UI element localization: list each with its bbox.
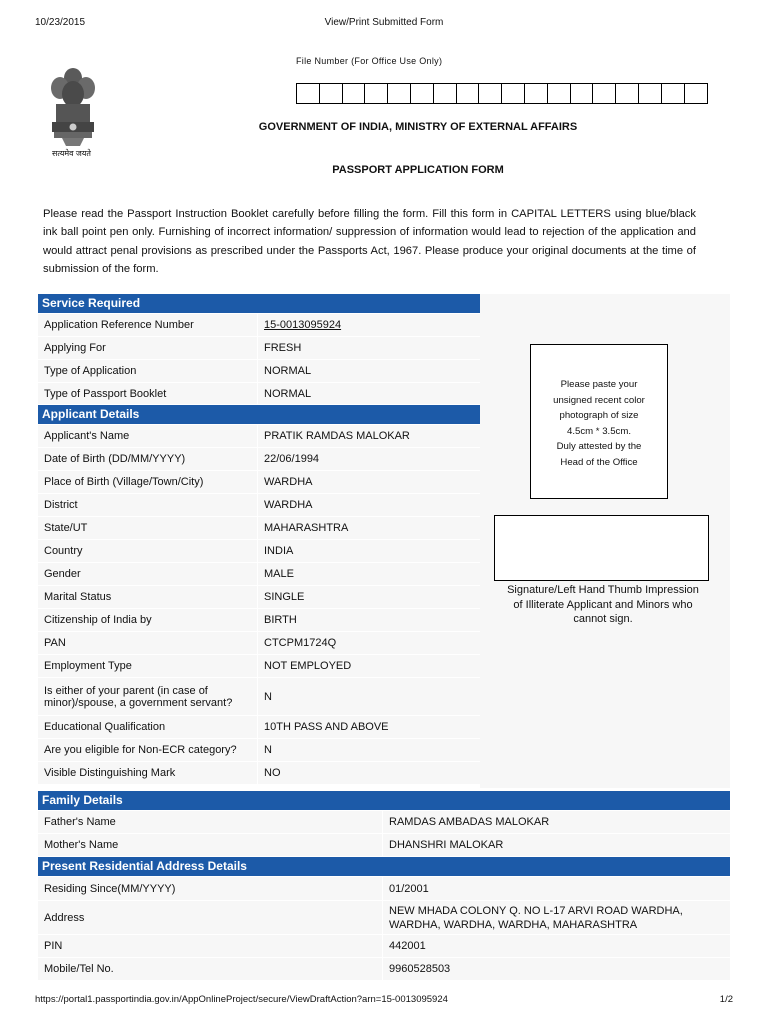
table-row (38, 586, 480, 609)
file-number-box (411, 84, 434, 103)
field-label: PAN (38, 632, 258, 654)
photo-signature-panel (480, 294, 730, 788)
file-number-box (548, 84, 571, 103)
table-row (38, 337, 480, 360)
table-row (38, 762, 480, 785)
field-label: PIN (38, 935, 383, 957)
application-reference-number: 15-0013095924 (264, 319, 342, 331)
file-number-box (662, 84, 685, 103)
field-value: NORMAL (264, 365, 312, 377)
field-value: NOT EMPLOYED (264, 660, 352, 672)
photo-box (530, 344, 668, 499)
field-label: Gender (38, 563, 258, 585)
table-row (38, 540, 480, 563)
table-row (38, 517, 480, 540)
field-value: NORMAL (264, 387, 312, 400)
file-number-box (616, 84, 639, 103)
page-number: 1/2 (719, 994, 733, 1005)
photo-instruction-line: 4.5cm * 3.5cm. (567, 425, 631, 437)
field-value: MAHARASHTRA (264, 522, 349, 534)
field-label: Applicant's Name (38, 425, 258, 447)
table-row (38, 678, 480, 716)
table-row (38, 935, 730, 958)
field-value: N (264, 690, 272, 703)
page-url: https://portal1.passportindia.gov.in/AppOnlineProject/secure/ViewDraftAction?arn=15-0013095924 (35, 994, 448, 1005)
field-label: Residing Since(MM/YYYY) (38, 877, 383, 900)
table-row (38, 716, 480, 739)
field-label: Mother's Name (38, 834, 383, 856)
field-value: MALE (264, 568, 294, 580)
field-label: Citizenship of India by (38, 609, 258, 631)
emblem-motto: सत्यमेव जयते (52, 149, 91, 158)
table-row (38, 314, 480, 337)
photo-instruction-line: Head of the Office (560, 456, 638, 468)
file-number-box (639, 84, 662, 103)
table-row (38, 448, 480, 471)
signature-box (494, 515, 709, 581)
table-row (38, 360, 480, 383)
field-value: PRATIK RAMDAS MALOKAR (264, 430, 410, 442)
family-address-panel (38, 791, 730, 981)
table-row (38, 901, 730, 935)
print-date: 10/23/2015 (35, 17, 86, 28)
table-row (38, 563, 480, 586)
service-applicant-panel (38, 294, 480, 785)
field-value: NO (264, 767, 281, 779)
national-emblem-icon (42, 64, 104, 160)
signature-caption-line: Signature/Left Hand Thumb Impression (507, 584, 699, 596)
field-label: Date of Birth (DD/MM/YYYY) (38, 448, 258, 470)
field-value: N (264, 744, 272, 756)
photo-instruction-line: Duly attested by the (556, 441, 642, 453)
field-value: 9960528503 (389, 963, 451, 975)
field-label: Is either of your parent (in case of minor)/spouse, a government servant? (38, 678, 258, 715)
field-value: WARDHA (264, 476, 313, 488)
field-value: WARDHA (264, 499, 313, 511)
signature-caption-line: of Illiterate Applicant and Minors who (513, 598, 693, 611)
table-row (38, 834, 730, 857)
table-row (38, 494, 480, 517)
photo-instruction-line: photograph of size (559, 410, 639, 422)
file-number-box (571, 84, 594, 103)
file-number-boxes (296, 83, 708, 104)
file-number-box (320, 84, 343, 103)
field-label: Address (38, 901, 383, 934)
photo-instruction-line: unsigned recent color (553, 394, 645, 406)
ministry-heading: GOVERNMENT OF INDIA, MINISTRY OF EXTERNAL AFFAIRS (258, 121, 578, 133)
file-number-box (365, 84, 388, 103)
print-title: View/Print Submitted Form (324, 17, 444, 28)
field-value: NEW MHADA COLONY Q. NO L-17 ARVI ROAD WARDHA, WARDHA, WARDHA, WARDHA, MAHARASHTRA (389, 904, 683, 931)
section-heading-family: Family Details (38, 791, 730, 811)
field-label: Applying For (38, 337, 258, 359)
table-row (38, 471, 480, 494)
file-number-box (593, 84, 616, 103)
field-label: Visible Distinguishing Mark (38, 762, 258, 784)
field-label: Employment Type (38, 655, 258, 677)
field-label: District (38, 494, 258, 516)
table-row (38, 655, 480, 678)
form-title: PASSPORT APPLICATION FORM (332, 164, 504, 176)
field-label: Mobile/Tel No. (38, 958, 383, 980)
field-value: CTCPM1724Q (264, 637, 337, 649)
instructions-text: Please read the Passport Instruction Booklet carefully before filling the form. Fill this form in CAPITAL LETTERS using blue/black ink ball point pen only. Furnishing of incorrect information/ suppression of information would lead to rejection of the application and would attract penal provisions as prescribed under the Passports Act, 1967. Please produce your original documents at the time of submission of the form. (43, 208, 696, 275)
print-header (35, 17, 733, 31)
file-number-box (479, 84, 502, 103)
field-value: SINGLE (264, 591, 305, 603)
field-label: Educational Qualification (38, 716, 258, 738)
table-row (38, 958, 730, 981)
file-number-box (525, 84, 548, 103)
field-value: INDIA (264, 545, 294, 557)
section-heading-service: Service Required (38, 294, 480, 314)
field-label: Father's Name (38, 811, 383, 833)
field-value: 01/2001 (389, 882, 429, 895)
field-label: Are you eligible for Non-ECR category? (38, 739, 258, 761)
field-value: 442001 (389, 940, 426, 952)
field-value: 10TH PASS AND ABOVE (264, 721, 389, 733)
signature-caption (490, 583, 716, 627)
field-label: Application Reference Number (38, 314, 258, 336)
field-value: 22/06/1994 (264, 453, 320, 465)
table-row (38, 632, 480, 655)
file-number-box (502, 84, 525, 103)
field-value: BIRTH (264, 614, 297, 626)
table-row (38, 811, 730, 834)
file-number-box (457, 84, 480, 103)
table-row (38, 739, 480, 762)
field-label: Place of Birth (Village/Town/City) (38, 471, 258, 493)
field-label: Type of Application (38, 360, 258, 382)
file-number-box (297, 84, 320, 103)
file-number-label: File Number (For Office Use Only) (296, 56, 443, 66)
field-value: FRESH (264, 342, 302, 354)
file-number-box (388, 84, 411, 103)
field-value: DHANSHRI MALOKAR (389, 839, 504, 851)
file-number-box (685, 84, 708, 103)
signature-caption-line: cannot sign. (573, 613, 633, 625)
field-label: Type of Passport Booklet (38, 383, 258, 404)
file-number-box (343, 84, 366, 103)
table-row (38, 877, 730, 901)
field-value: RAMDAS AMBADAS MALOKAR (389, 816, 550, 828)
field-label: Marital Status (38, 586, 258, 608)
section-heading-applicant: Applicant Details (38, 405, 480, 425)
file-number-box (434, 84, 457, 103)
photo-instruction-line: Please paste your (560, 379, 638, 390)
table-row (38, 383, 480, 405)
field-label: State/UT (38, 517, 258, 539)
table-row (38, 609, 480, 632)
section-heading-address: Present Residential Address Details (38, 857, 730, 877)
field-label: Country (38, 540, 258, 562)
table-row (38, 425, 480, 448)
